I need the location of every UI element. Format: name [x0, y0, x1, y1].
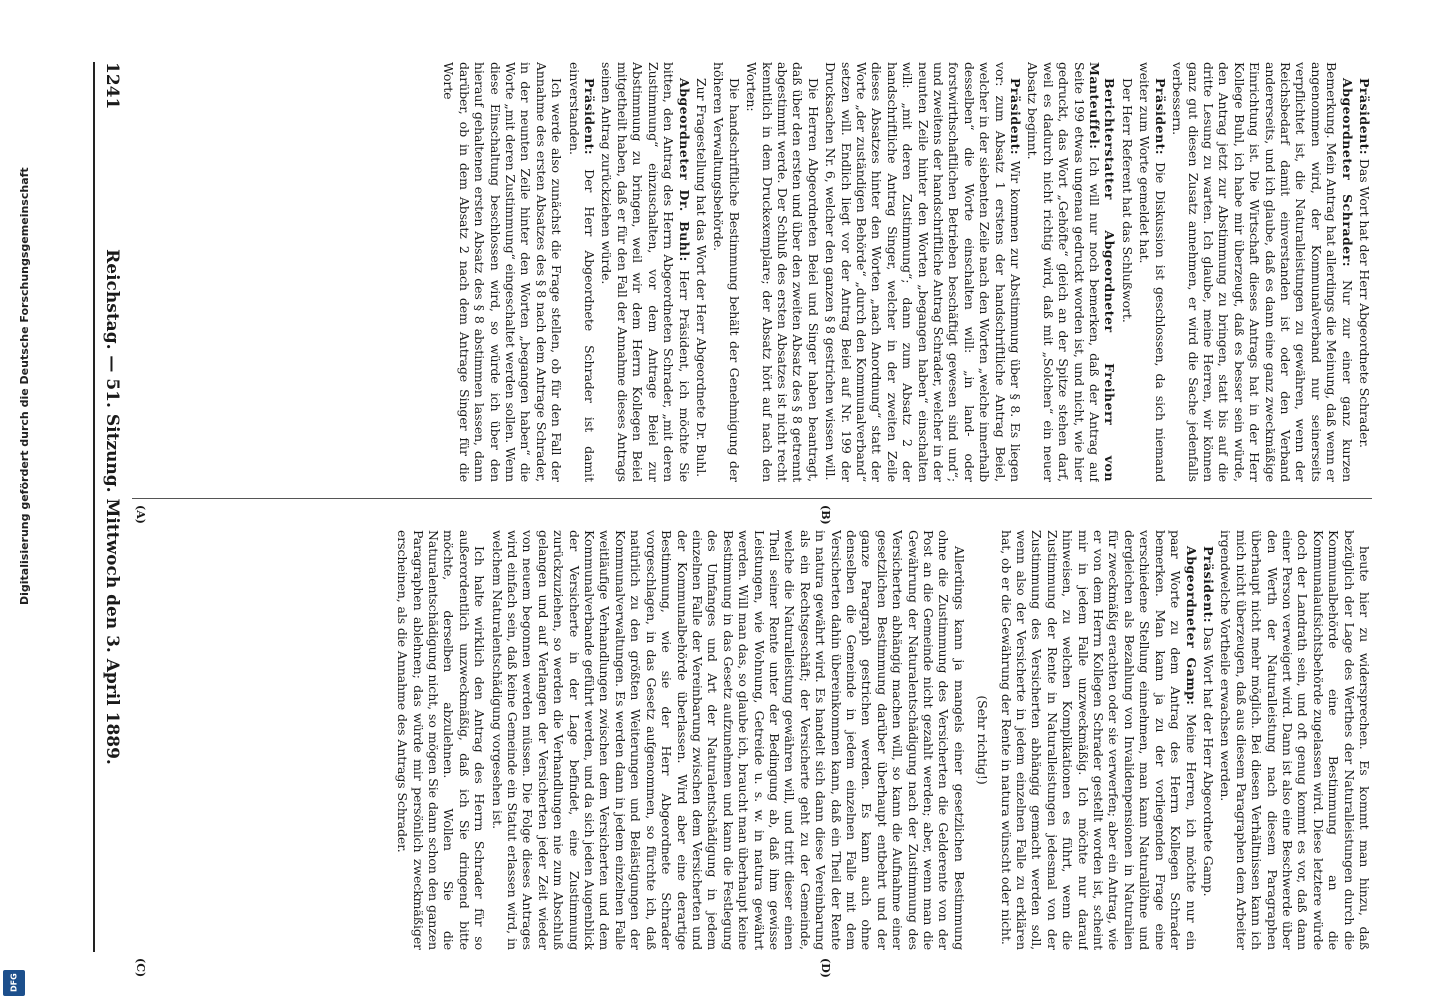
paragraph-text: heute hier zu widersprechen. Es kommt man hinzu, daß bezüglich der Lage des Werthes der Naturalleistungen durch die Kommunalbehörde eine Bestimmung an die Kommunalaufsichtsbehörde zugelassen wird. Diese letztere würde doch der Landrath sein, und oft genug kommt es vor, daß dann einer Person verweigert wird. Dann ist also eine Beschwerde über den Werth der Naturalleistung nach diesem Paragraphen überhaupt nicht mehr möglich. Bei diesen Verhältnissen kann ich mich nicht überzeugen, daß aus diesem Paragraphen dem Arbeiter irgendwelche Vortheile erwachsen werden. [1218, 530, 1372, 950]
paragraph [744, 62, 821, 482]
paragraph [1120, 62, 1135, 482]
dfg-logo: DFG [3, 970, 25, 996]
margin-marker-c: (C) [134, 958, 147, 978]
speaker-label: Abgeordneter Schrader: [1339, 78, 1355, 267]
paragraph-text: Meine Herren, ich möchte nur ein paar Worte zu dem Antrag des Herrn Kollegen Schrader bemerken. Man kann ja zu der vorliegenden Frage eine verschiedene Stellung einnehmen, man kann Naturallöhne und dergleichen als Bezahlung von Invalidenpensionen in Naturalien für zweckmäßig erachten oder sie verwerfen; aber ein Antrag, wie er von dem Herrn Kollegen Schrader gestellt worden ist, scheint mir in jedem Falle unzweckmäßig. Ich möchte nur darauf hinweisen, zu welchen Komplikationen es führt, wenn die Zustimmung der Rente in Naturalleistungen jedesmal von der Zustimmung des Versicherten abhängig gemacht werden soll, wenn also der Versicherte in jedem einzelnen Falle zu erklären hat, ob er die Gewährung der Rente in natura wünscht oder nicht. [998, 530, 1199, 950]
paragraph [489, 530, 967, 950]
header-rule [93, 62, 95, 952]
paragraph [1025, 62, 1117, 482]
paragraph-text: Wir kommen zur Abstimmung über § 8. Es liegen vor: zum Absatz 1 erstens der handschriftliche Antrag Beiel, welcher in der siebenten Zeile nach den Worten „welche innerhalb desselben“ die Worte einschalten will: „in land- oder forstwirthschaftlichen Betrieben beschäftigt gewesen sind und“; und zweitens der handschriftliche Antrag Schrader, welcher in der neunten Zeile hinter den Worten „begangen haben“ einschalten will: „mit deren Zustimmung“; dann zum Absatz 2 der handschriftliche Antrag Singer, welcher in der zweiten Zeile dieses Absatzes hinter den Worten „nach Anordnung“ statt der Worte „der zuständigen Behörde“ „durch den Kommunalverband“ setzen will. Endlich liegt vor der Antrag Beiel auf Nr. 199 der Drucksachen Nr. 6, welcher den ganzen § 8 gestrichen wissen will. [823, 62, 1024, 482]
speaker-label: Berichterstatter Abgeordneter Freiherr von Manteuffel: [1087, 62, 1118, 482]
left-column [132, 62, 1372, 482]
paragraph-text: Der Herr Abgeordnete Schrader ist damit einverstanden. [566, 62, 598, 482]
paragraph [694, 62, 709, 482]
speaker-label: Präsident: [1152, 78, 1168, 156]
paragraph [711, 62, 742, 482]
paragraph-text: Herr Präsident, ich möchte Sie bitten, den Antrag des Herrn Abgeordneten Schrader, „mit deren Zustimmung“ einzuschalten, vor dem Antrage Beiel zur Abstimmung zu bringen, weil wir dem Herrn Kollegen Beiel mitgetheilt haben, daß er für den Fall der Annahme dieses Antrags seinen Antrag zurückziehen würde. [599, 62, 692, 482]
running-title: Reichstag. — 51. Sitzung. Mittwoch den 3. April 1889. [102, 249, 122, 765]
margin-marker-a: (A) [134, 505, 147, 524]
paragraph [823, 62, 1023, 482]
paragraph [1137, 62, 1168, 482]
speaker-label: Präsident: [1200, 546, 1216, 624]
speaker-label: Abgeordneter Dr. Buhl: [676, 78, 692, 262]
paragraph-text: Ich halte wirklich den Antrag des Herrn Schrader für so außerordentlich unzweckmäßig, daß ich Sie dringend bitte möchte, derselben abzulehnen. Wollen Sie die Naturalentschädigung nicht, so mögen Sie dann schon den ganzen Paragraphen ablehnen; das würde mir persönlich zweckmäßiger erscheinen, als die Annahme des Antrags Schrader. [395, 530, 488, 950]
speaker-label: Abgeordneter Gamp: [1183, 546, 1199, 706]
speaker-label: Präsident: [582, 78, 598, 156]
paragraph [1201, 530, 1216, 950]
paragraph-text: Allerdings kann ja mangels einer gesetzlichen Bestimmung ohne die Zustimmung des Versicherten die Gelderente von der Post an die Gemeinde nicht gezahlt werden; aber, wenn man die Gewährung der Naturalentschädigung nach der Zustimmung des Versicherten abhängig machen will, so kann die Aufnahme einer gesetzlichen Bestimmung darüber überhaupt entbehrt und der ganze Paragraph gestrichen werden. Es kann auch ohne denselben die Gemeinde in jedem einzelnen Falle mit dem Versicherten dahin übereinkommen kann, daß ein Theil der Rente in natura gewährt wird. Es handelt sich dann diese Vereinbarung als ein Rechtsgeschäft; der Versicherte geht zu der Gemeinde, welche die Naturalleistung gewähren will, und tritt dieser einen Theil seiner Rente unter der Bedingung ab, daß ihm gewisse Leistungen, wie Wohnung, Getreide u. s. w. in natura gewährt werden. Will man das, so glaube ich, braucht man überhaupt keine Bestimmung in das Gesetz aufzunehmen und kann die Festlegung des Umfanges und Art der Naturalentschädigung in jedem einzelnen Falle der Vereinbarung zwischen dem Versicherten und der Kommunalbehörde überlassen. Wird aber eine derartige Bestimmung, wie sie der Herr Abgeordnete Schrader vorgeschlagen, in das Gesetz aufgenommen, so fürchte ich, daß natürlich zu den größten Weiterungen und Belästigungen der Kommunalverwaltungen. Es werden dann in jedem einzelnen Falle weitläufige Verhandlungen zwischen dem Versicherten und dem Kommunalverbande geführt werden, und da sich jeden Augenblick der Versicherte in der Lage befindet, eine Zustimmung zurückzuziehen, so werden die Verhandlungen nie zum Abschluß gelangen und auf Verlangen der Versicherten jeder Zeit wieder von neuem begonnen werden müssen. Die Folge dieses Antrages wird einfach sein, daß keine Gemeinde ein Statut erlassen wird, in welchem Naturalentschädigung vorgesehen ist. [489, 530, 967, 950]
paragraph-text: Die Herren Abgeordneten Beiel und Singer haben beantragt, daß über den ersten und über den zweiten Absatz des § 8 getrennt abgestimmt werde. Der Schluß des ersten Absatzes ist nicht recht kenntlich in dem Druckexemplare; der Absatz hört auf nach den Worten: [744, 62, 821, 482]
paragraph [1170, 62, 1355, 482]
margin-marker-b: (B) [819, 505, 832, 525]
right-column [132, 530, 1372, 950]
paragraph-text: Zur Fragestellung hat das Wort der Herr Abgeordnete Dr. Buhl. [693, 78, 709, 478]
margin-marker-d: (D) [819, 958, 832, 978]
paragraph [998, 530, 1198, 950]
paragraph-text: Das Wort hat der Herr Abgeordnete Schrader. [1357, 158, 1372, 448]
page-header [97, 62, 127, 952]
paragraph-text: (Sehr richtig!) [975, 695, 991, 785]
paragraph [395, 530, 487, 950]
speaker-label: Präsident: [1008, 78, 1024, 156]
paragraph-text: Die handschriftliche Bestimmung behält der Genehmigung der höheren Verwaltungsbehörde. [711, 62, 742, 482]
paragraph-text: Ich werde also zunächst die Frage stellen, ob für den Fall der Annahme des ersten Absatzes des § 8 nach dem Antrage Schrader, in der neunten Zeile hinter den Worten „begangen haben“ die Worte „mit deren Zustimmung“ eingeschaltet werden sollen. Wenn diese Einschaltung beschlossen wird, so würde ich über den hierauf gehaltenen ersten Absatz des § 8 abstimmen lassen, dann darüber, ob in dem Absatz 2 nach dem Antrage Singer für die Worte [441, 62, 565, 482]
paragraph [599, 62, 691, 482]
speaker-label: Präsident: [1357, 78, 1372, 156]
paragraph-text: Die Diskussion ist geschlossen, da sich niemand weiter zum Worte gemeldet hat. [1137, 62, 1168, 482]
paragraph-text: Das Wort hat der Herr Abgeordnete Gamp. [1200, 626, 1216, 897]
paragraph [1218, 530, 1372, 950]
paragraph [566, 62, 597, 482]
paragraph-text: Nur zur einer ganz kurzen Bemerkung. Mein Antrag hat allerdings die Meinung, daß wenn er angenommen wird, der Kommunalverband nur seinerseits verpflichtet ist, die Naturalleistungen zu gewähren, wenn der Reichsbedarf damit einverstanden ist oder den Verband andererseits, und ich glaube, daß es dann eine ganz zweckmäßige Einrichtung ist. Die Wirtschaft dieses Antrags hat in der Herr Kollege Buhl, ich habe mir überzeugt, daß es besser sein würde, den Antrag jetzt zur Abstimmung zu bringen, statt bis auf die dritte Lesung zu warten. Ich glaube, meine Herren, wir können ganz gut diesen Zusatz annehmen, er wird die Sache jedenfalls verbessern. [1170, 62, 1355, 482]
paragraph-text: Der Herr Referent hat das Schlußwort. [1119, 78, 1135, 323]
paragraph-text: Ich will nur noch bemerken, daß der Antrag auf Seite 199 etwas ungenau gedruckt worden ist, und nicht, wie hier gedruckt, das Wort „Gehöfte“ gleich an der Spitze stehen darf, weil es dadurch nicht richtig wird, daß mit „Solchen“ ein neuer Absatz beginnt. [1025, 62, 1103, 482]
paragraph [975, 530, 990, 950]
digitization-credit: Digitalisierung gefördert durch die Deutsche Forschungsgemeinschaft [18, 167, 31, 605]
paragraph [441, 62, 564, 482]
page-number: 1241 [102, 62, 122, 110]
column-divider [132, 498, 1372, 499]
paragraph [1357, 62, 1372, 482]
